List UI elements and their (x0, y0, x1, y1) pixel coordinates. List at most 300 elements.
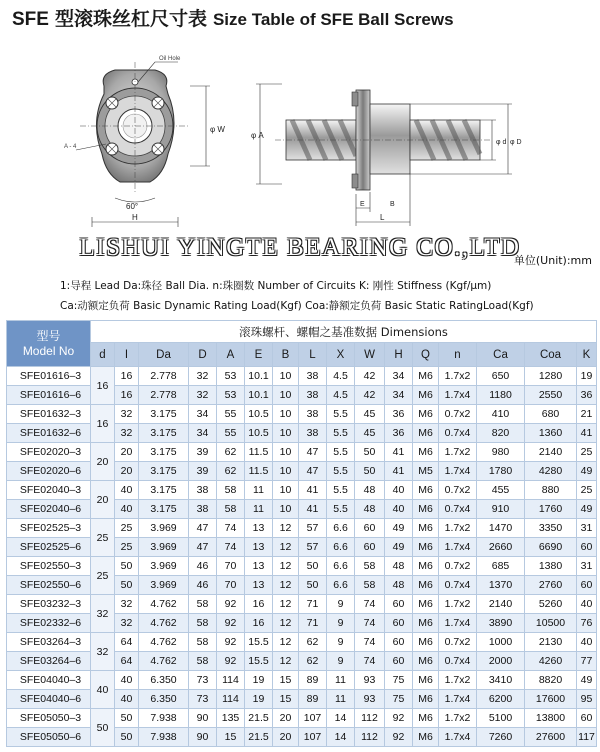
table-row (7, 595, 597, 614)
model-cell: SFE02525–3 (7, 519, 91, 538)
table-cell: 73 (189, 690, 217, 709)
table-cell: 64 (115, 652, 139, 671)
column-header-row (7, 343, 597, 367)
table-cell: 53 (217, 386, 245, 405)
table-cell: 90 (189, 728, 217, 747)
table-cell: 58 (217, 481, 245, 500)
table-cell: 74 (355, 614, 385, 633)
column-header: E (245, 343, 273, 367)
table-row (7, 557, 597, 576)
legend-line-2: Ca:动额定负荷 Basic Dynamic Rating Load(Kgf) Coa:静额定负荷 Basic Static RatingLoad(Kgf) (60, 300, 534, 312)
table-cell: M6 (413, 538, 439, 557)
model-cell: SFE03232–3 (7, 595, 91, 614)
table-cell: 58 (189, 633, 217, 652)
table-cell: 1180 (477, 386, 525, 405)
table-cell: 93 (355, 671, 385, 690)
column-header: X (327, 343, 355, 367)
table-cell: 45 (355, 405, 385, 424)
table-cell: 11.5 (245, 462, 273, 481)
table-cell: M6 (413, 367, 439, 386)
table-row (7, 671, 597, 690)
table-cell: 114 (217, 690, 245, 709)
table-cell: 77 (577, 652, 597, 671)
table-cell: 2550 (525, 386, 577, 405)
ball-screw-side-view (251, 84, 522, 226)
shaft-diameter-cell: 20 (91, 481, 115, 519)
table-cell: 1760 (525, 500, 577, 519)
table-cell: 5260 (525, 595, 577, 614)
table-cell: 8820 (525, 671, 577, 690)
column-header: Q (413, 343, 439, 367)
model-cell: SFE02332–6 (7, 614, 91, 633)
table-row (7, 405, 597, 424)
l-dimension-label: L (380, 213, 385, 222)
table-cell: 0.7x2 (439, 633, 477, 652)
unit-label: 单位(Unit):mm (513, 254, 592, 267)
table-cell: 910 (477, 500, 525, 519)
table-cell: M6 (413, 405, 439, 424)
table-cell: 47 (299, 443, 327, 462)
table-cell: 58 (189, 652, 217, 671)
table-cell: 3.175 (139, 500, 189, 519)
table-cell: 60 (577, 576, 597, 595)
table-cell: 11 (327, 690, 355, 709)
table-cell: 1.7x2 (439, 709, 477, 728)
table-cell: 10.1 (245, 386, 273, 405)
table-cell: 0.7x4 (439, 652, 477, 671)
table-cell: 1470 (477, 519, 525, 538)
model-cell: SFE01632–3 (7, 405, 91, 424)
column-header: Coa (525, 343, 577, 367)
table-cell: M6 (413, 386, 439, 405)
table-cell: 40 (115, 690, 139, 709)
table-cell: 1780 (477, 462, 525, 481)
table-cell: 5.5 (327, 424, 355, 443)
table-cell: 62 (217, 462, 245, 481)
model-header-en: Model No (22, 343, 75, 358)
table-cell: 12 (273, 652, 299, 671)
table-cell: 38 (189, 500, 217, 519)
table-cell: 48 (355, 481, 385, 500)
column-header: n (439, 343, 477, 367)
table-cell: 1000 (477, 633, 525, 652)
table-cell: 455 (477, 481, 525, 500)
table-cell: 4.5 (327, 386, 355, 405)
table-cell: 92 (217, 614, 245, 633)
table-cell: 15.5 (245, 633, 273, 652)
table-cell: 1.7x4 (439, 386, 477, 405)
table-cell: 0.7x2 (439, 557, 477, 576)
e-dimension-label: E (360, 201, 365, 208)
table-cell: 92 (385, 728, 413, 747)
column-header: Da (139, 343, 189, 367)
w-dimension-label: φ W (210, 125, 225, 134)
table-cell: 7.938 (139, 728, 189, 747)
table-cell: 12 (273, 576, 299, 595)
table-cell: 13 (245, 557, 273, 576)
table-cell: 19 (245, 690, 273, 709)
table-cell: 32 (115, 595, 139, 614)
table-cell: 60 (355, 538, 385, 557)
table-cell: 2.778 (139, 367, 189, 386)
table-cell: 980 (477, 443, 525, 462)
model-cell: SFE01616–6 (7, 386, 91, 405)
title-english: Size Table of SFE Ball Screws (212, 10, 454, 29)
oil-hole-label: Oil Hole (159, 56, 181, 62)
table-cell: 53 (217, 367, 245, 386)
table-cell: 58 (189, 595, 217, 614)
table-cell: 31 (577, 557, 597, 576)
table-cell: 20 (115, 462, 139, 481)
table-cell: 12 (273, 538, 299, 557)
table-cell: 64 (115, 633, 139, 652)
table-cell: 42 (355, 367, 385, 386)
table-cell: 16 (245, 614, 273, 633)
table-cell: 10500 (525, 614, 577, 633)
table-cell: 16 (115, 386, 139, 405)
table-cell: 60 (355, 519, 385, 538)
shaft-diameter-cell: 50 (91, 709, 115, 747)
shaft-diameter-cell: 25 (91, 519, 115, 557)
table-cell: 1.7x4 (439, 614, 477, 633)
table-cell: 4.762 (139, 652, 189, 671)
table-cell: 41 (385, 443, 413, 462)
table-cell: M6 (413, 614, 439, 633)
table-cell: 41 (299, 500, 327, 519)
table-row (7, 481, 597, 500)
table-cell: 3890 (477, 614, 525, 633)
title-chinese: 型滚珠丝杠尺寸表 (54, 8, 207, 30)
table-cell: 11 (245, 500, 273, 519)
table-cell: 46 (189, 557, 217, 576)
model-cell: SFE05050–3 (7, 709, 91, 728)
table-cell: 40 (385, 481, 413, 500)
table-cell: 5.5 (327, 481, 355, 500)
column-header: Ca (477, 343, 525, 367)
table-cell: 39 (189, 443, 217, 462)
table-cell: 10 (273, 367, 299, 386)
model-cell: SFE04040–3 (7, 671, 91, 690)
table-cell: 60 (385, 633, 413, 652)
table-cell: 4.762 (139, 633, 189, 652)
table-cell: 2.778 (139, 386, 189, 405)
table-cell: 9 (327, 652, 355, 671)
table-cell: 6.6 (327, 519, 355, 538)
table-cell: 10 (273, 424, 299, 443)
table-cell: 36 (385, 405, 413, 424)
table-cell: M6 (413, 500, 439, 519)
column-header: B (273, 343, 299, 367)
table-cell: 10.1 (245, 367, 273, 386)
table-cell: 1.7x2 (439, 367, 477, 386)
table-cell: 50 (115, 728, 139, 747)
table-cell: 117 (577, 728, 597, 747)
angle-label: 60° (126, 202, 139, 211)
table-cell: 12 (273, 519, 299, 538)
table-cell: 10 (273, 481, 299, 500)
table-cell: 4280 (525, 462, 577, 481)
table-cell: M6 (413, 671, 439, 690)
table-cell: 49 (577, 671, 597, 690)
specification-table (6, 320, 597, 747)
table-cell: 40 (577, 595, 597, 614)
table-cell: 13 (245, 519, 273, 538)
table-cell: M6 (413, 443, 439, 462)
shaft-diameter-cell: 25 (91, 557, 115, 595)
column-header: A (217, 343, 245, 367)
table-cell: 70 (217, 576, 245, 595)
table-cell: 11 (327, 671, 355, 690)
table-cell: 42 (355, 386, 385, 405)
table-cell: 32 (189, 386, 217, 405)
model-cell: SFE02040–3 (7, 481, 91, 500)
company-watermark: LISHUI YINGTE BEARING CO.,LTD (79, 234, 521, 261)
model-cell: SFE02525–6 (7, 538, 91, 557)
table-cell: 40 (385, 500, 413, 519)
table-cell: 48 (385, 576, 413, 595)
table-cell: 39 (189, 462, 217, 481)
table-cell: 55 (217, 424, 245, 443)
table-cell: 2140 (477, 595, 525, 614)
table-cell: 20 (115, 443, 139, 462)
table-cell: 6.6 (327, 576, 355, 595)
table-cell: 685 (477, 557, 525, 576)
table-cell: 38 (299, 424, 327, 443)
table-cell: 3.175 (139, 424, 189, 443)
model-cell: SFE03264–6 (7, 652, 91, 671)
table-cell: 60 (385, 652, 413, 671)
table-cell: 46 (189, 576, 217, 595)
table-cell: 40 (577, 633, 597, 652)
table-cell: 48 (355, 500, 385, 519)
table-cell: 47 (299, 462, 327, 481)
table-cell: 10 (273, 405, 299, 424)
table-cell: 75 (385, 690, 413, 709)
column-header: K (577, 343, 597, 367)
model-header (7, 321, 91, 367)
model-cell: SFE02020–3 (7, 443, 91, 462)
table-cell: 4.762 (139, 614, 189, 633)
table-cell: 1.7x2 (439, 519, 477, 538)
table-cell: M6 (413, 633, 439, 652)
table-cell: 10 (273, 386, 299, 405)
model-cell: SFE02550–6 (7, 576, 91, 595)
table-cell: 107 (299, 709, 327, 728)
table-cell: 2660 (477, 538, 525, 557)
table-cell: 32 (189, 367, 217, 386)
table-cell: 27600 (525, 728, 577, 747)
table-cell: 49 (385, 538, 413, 557)
model-cell: SFE01616–3 (7, 367, 91, 386)
table-cell: 58 (217, 500, 245, 519)
table-cell: 36 (385, 424, 413, 443)
table-cell: 74 (217, 538, 245, 557)
h-dimension-label: H (132, 213, 138, 222)
table-cell: 11.5 (245, 443, 273, 462)
table-cell: 41 (385, 462, 413, 481)
legend (60, 276, 560, 316)
table-cell: 14 (327, 709, 355, 728)
table-cell: 15.5 (245, 652, 273, 671)
table-cell: 25 (577, 481, 597, 500)
table-cell: 32 (115, 424, 139, 443)
table-cell: 10 (273, 443, 299, 462)
table-cell: 34 (385, 367, 413, 386)
table-cell: 40 (115, 481, 139, 500)
table-cell: 58 (355, 557, 385, 576)
table-body (7, 367, 597, 747)
table-cell: 90 (189, 709, 217, 728)
model-cell: SFE02550–3 (7, 557, 91, 576)
table-cell: 13800 (525, 709, 577, 728)
shaft-diameter-cell: 32 (91, 595, 115, 633)
model-cell: SFE05050–6 (7, 728, 91, 747)
table-cell: 6690 (525, 538, 577, 557)
table-cell: 2140 (525, 443, 577, 462)
table-cell: 41 (299, 481, 327, 500)
shaft-diameter-cell: 32 (91, 633, 115, 671)
table-cell: M6 (413, 557, 439, 576)
table-cell: 50 (115, 709, 139, 728)
table-cell: 4260 (525, 652, 577, 671)
table-cell: 21 (577, 405, 597, 424)
table-cell: 2130 (525, 633, 577, 652)
table-cell: 40 (115, 500, 139, 519)
page-title (12, 4, 454, 34)
table-cell: 16 (245, 595, 273, 614)
table-cell: 45 (355, 424, 385, 443)
table-cell: 50 (115, 557, 139, 576)
table-cell: 10 (273, 462, 299, 481)
table-cell: 680 (525, 405, 577, 424)
table-cell: 21.5 (245, 709, 273, 728)
table-cell: 19 (245, 671, 273, 690)
table-cell: 5100 (477, 709, 525, 728)
table-cell: 0.7x2 (439, 405, 477, 424)
table-cell: 47 (189, 519, 217, 538)
table-cell: 3.969 (139, 557, 189, 576)
title-code: SFE (12, 9, 49, 30)
table-cell: 34 (189, 424, 217, 443)
table-cell: 25 (577, 443, 597, 462)
table-cell: 650 (477, 367, 525, 386)
table-cell: 1280 (525, 367, 577, 386)
table-cell: 50 (355, 462, 385, 481)
table-cell: 1.7x4 (439, 462, 477, 481)
column-header: d (91, 343, 115, 367)
table-cell: 75 (385, 671, 413, 690)
table-cell: 20 (273, 728, 299, 747)
table-cell: 92 (217, 633, 245, 652)
table-cell: 0.7x2 (439, 481, 477, 500)
table-cell: 73 (189, 671, 217, 690)
table-cell: 48 (385, 557, 413, 576)
model-cell: SFE04040–6 (7, 690, 91, 709)
table-cell: 107 (299, 728, 327, 747)
table-cell: 135 (217, 709, 245, 728)
table-cell: 3410 (477, 671, 525, 690)
table-cell: 58 (189, 614, 217, 633)
table-cell: 47 (189, 538, 217, 557)
a-dimension-label: φ A (251, 131, 264, 140)
table-cell: M6 (413, 728, 439, 747)
table-cell: 92 (217, 652, 245, 671)
shaft-diameter-cell: 20 (91, 443, 115, 481)
table-cell: 49 (385, 519, 413, 538)
table-cell: 112 (355, 709, 385, 728)
dimensions-header: 滚珠螺杆、螺帽之基准数据 Dimensions (91, 321, 597, 343)
table-cell: 20 (273, 709, 299, 728)
d-dimension-label: φ d (496, 139, 507, 146)
table-cell: 3.969 (139, 519, 189, 538)
table-cell: 5.5 (327, 500, 355, 519)
table-cell: 38 (299, 367, 327, 386)
table-cell: 1.7x4 (439, 728, 477, 747)
table-cell: 60 (577, 709, 597, 728)
table-cell: 71 (299, 595, 327, 614)
table-cell: 1380 (525, 557, 577, 576)
table-cell: 3.969 (139, 538, 189, 557)
table-cell: 1370 (477, 576, 525, 595)
table-cell: 41 (577, 424, 597, 443)
table-cell: 50 (115, 576, 139, 595)
shaft-diameter-cell: 16 (91, 367, 115, 405)
table-cell: 31 (577, 519, 597, 538)
table-cell: M6 (413, 595, 439, 614)
big-d-dimension-label: φ D (510, 139, 522, 146)
table-cell: 10 (273, 500, 299, 519)
table-cell: 5.5 (327, 443, 355, 462)
table-cell: 10.5 (245, 405, 273, 424)
model-cell: SFE02020–6 (7, 462, 91, 481)
table-cell: 3350 (525, 519, 577, 538)
table-cell: 19 (577, 367, 597, 386)
shaft-diameter-cell: 16 (91, 405, 115, 443)
table-cell: 1.7x2 (439, 671, 477, 690)
table-cell: 3.175 (139, 481, 189, 500)
table-cell: 3.969 (139, 576, 189, 595)
table-cell: 10.5 (245, 424, 273, 443)
table-cell: 74 (355, 633, 385, 652)
table-cell: 2000 (477, 652, 525, 671)
table-cell: 12 (273, 557, 299, 576)
table-cell: 880 (525, 481, 577, 500)
table-cell: 32 (115, 614, 139, 633)
table-cell: 92 (385, 709, 413, 728)
table-cell: 0.7x4 (439, 500, 477, 519)
table-cell: 410 (477, 405, 525, 424)
table-cell: 50 (299, 576, 327, 595)
table-cell: 34 (189, 405, 217, 424)
table-cell: 57 (299, 519, 327, 538)
table-cell: 60 (385, 614, 413, 633)
table-row (7, 443, 597, 462)
column-header: I (115, 343, 139, 367)
table-row (7, 709, 597, 728)
table-cell: 2760 (525, 576, 577, 595)
table-cell: 70 (217, 557, 245, 576)
table-cell: 1.7x4 (439, 538, 477, 557)
table-cell: 71 (299, 614, 327, 633)
table-cell: 89 (299, 690, 327, 709)
legend-line-1: 1:导程 Lead Da:珠径 Ball Dia. n:珠圈数 Number of Circuits K: 刚性 Stiffness (Kgf/μm) (60, 280, 492, 292)
table-row (7, 519, 597, 538)
model-header-cn: 型号 (36, 328, 61, 343)
table-cell: 76 (577, 614, 597, 633)
table-cell: 6.6 (327, 557, 355, 576)
table-cell: 114 (217, 671, 245, 690)
table-cell: 5.5 (327, 462, 355, 481)
